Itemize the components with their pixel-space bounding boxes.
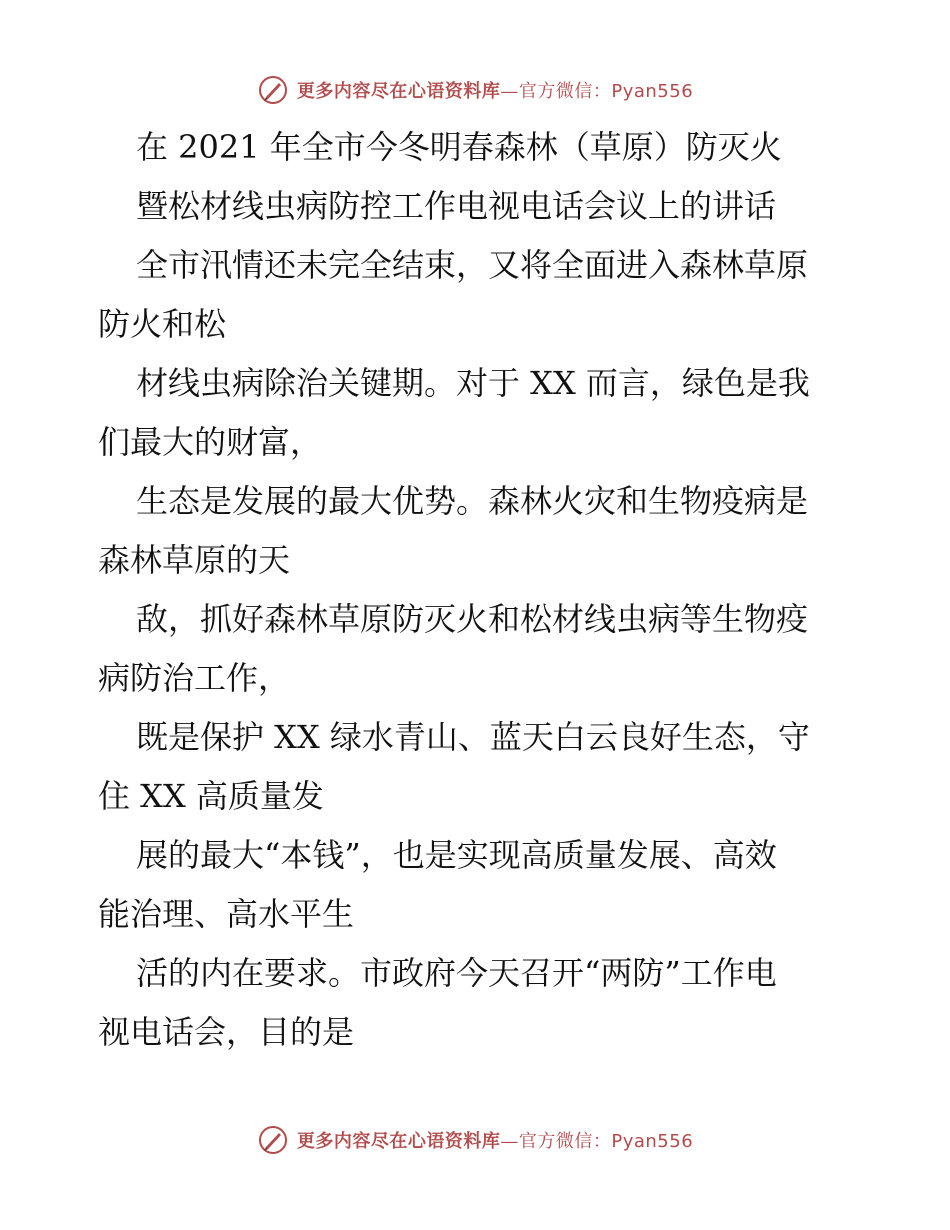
- paragraph-line: 森林草原的天: [98, 541, 291, 579]
- watermark-id: Pyan556: [611, 1131, 694, 1152]
- document-title-line-2: 暨松材线虫病防控工作电视电话会议上的讲话: [136, 187, 777, 225]
- document-title-line-1: 在 2021 年全市今冬明春森林（草原）防灭火: [136, 128, 782, 166]
- paragraph-line: 视电话会，目的是: [98, 1013, 355, 1051]
- paragraph-line: 生态是发展的最大优势。森林火灾和生物疫病是: [136, 482, 809, 520]
- watermark-id: Pyan556: [611, 81, 694, 102]
- watermark-brand: 更多内容尽在心语资料库: [296, 1131, 501, 1152]
- watermark-text: [297, 1127, 693, 1153]
- paragraph-line: 展的最大“本钱”，也是实现高质量发展、高效: [136, 836, 777, 874]
- paragraph-line: 全市汛情还未完全结束，又将全面进入森林草原: [136, 246, 809, 284]
- watermark-label: 官方微信：: [518, 1131, 612, 1152]
- watermark-separator: —: [500, 1131, 519, 1152]
- watermark-brand: 更多内容尽在心语资料库: [296, 81, 501, 102]
- paragraph-line: 病防治工作，: [98, 659, 291, 697]
- paragraph-line: 防火和松: [98, 305, 227, 343]
- header-watermark: [0, 70, 950, 110]
- watermark-separator: —: [500, 81, 519, 102]
- document-body: [98, 118, 858, 1062]
- paragraph-line: 们最大的财富，: [98, 423, 323, 461]
- footer-watermark: [0, 1120, 950, 1160]
- paragraph-line: 既是保护 XX 绿水青山、蓝天白云良好生态，守: [136, 718, 810, 756]
- paragraph-line: 能治理、高水平生: [98, 895, 355, 933]
- paragraph-line: 住 XX 高质量发: [98, 777, 324, 815]
- paragraph-line: 材线虫病除治关键期。对于 XX 而言，绿色是我: [136, 364, 810, 402]
- watermark-text: [297, 77, 693, 103]
- quill-pen-icon: [257, 74, 289, 106]
- quill-pen-icon: [257, 1124, 289, 1156]
- body-lines: [98, 236, 858, 1062]
- paragraph-line: 活的内在要求。市政府今天召开“两防”工作电: [136, 954, 777, 992]
- paragraph-line: 敌，抓好森林草原防灭火和松材线虫病等生物疫: [136, 600, 809, 638]
- watermark-label: 官方微信：: [518, 81, 612, 102]
